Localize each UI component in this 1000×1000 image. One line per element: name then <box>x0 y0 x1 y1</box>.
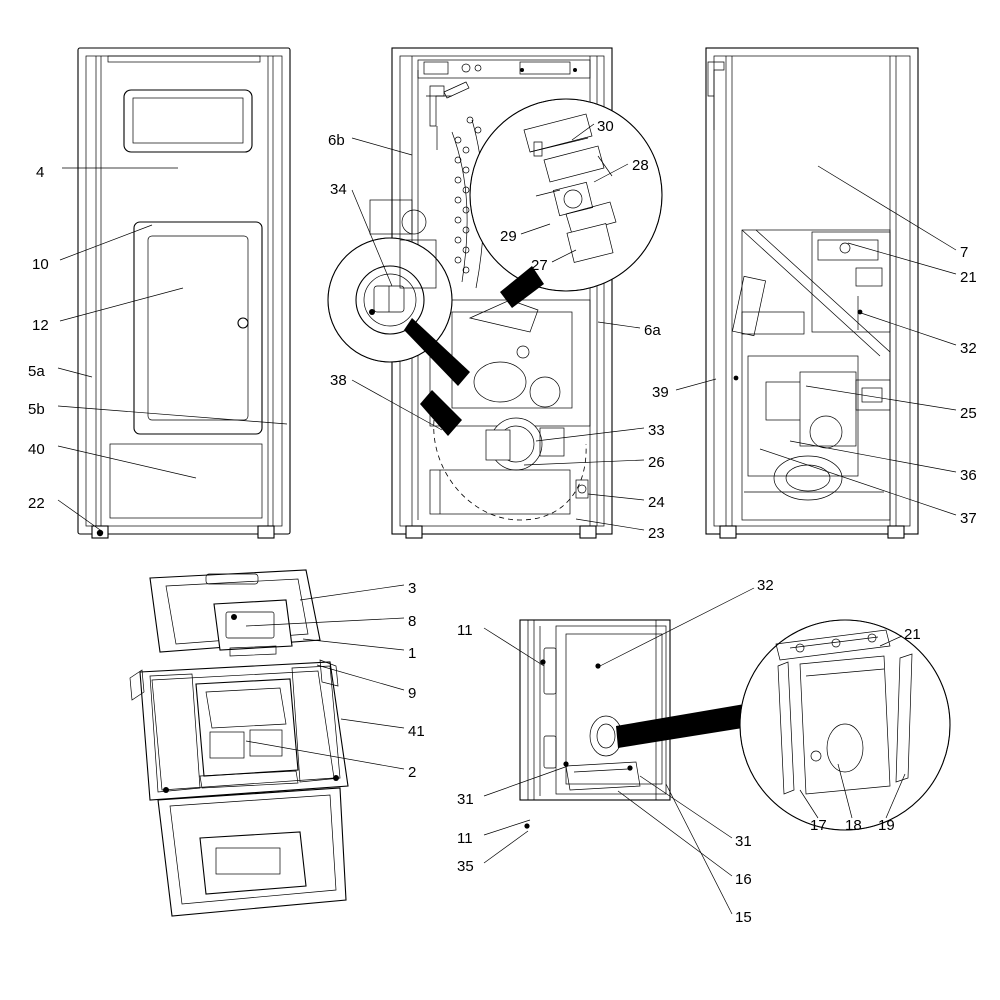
callout-31-left: 31 <box>457 791 474 808</box>
callout-23: 23 <box>648 525 665 542</box>
callout-6b: 6b <box>328 132 345 149</box>
callout-33: 33 <box>648 422 665 439</box>
callout-39: 39 <box>652 384 669 401</box>
front-view-art <box>78 48 290 538</box>
callout-29: 29 <box>500 228 517 245</box>
callout-21: 21 <box>960 269 977 286</box>
callout-8: 8 <box>408 613 417 630</box>
callout-38: 38 <box>330 372 347 389</box>
callout-11-upper: 11 <box>457 622 473 639</box>
callout-22: 22 <box>28 495 45 512</box>
callout-35: 35 <box>457 858 474 875</box>
callout-11-lower: 11 <box>457 830 473 847</box>
callout-15: 15 <box>735 909 752 926</box>
callout-24: 24 <box>648 494 665 511</box>
callout-30: 30 <box>597 118 614 135</box>
callout-27: 27 <box>531 257 548 274</box>
callout-16: 16 <box>735 871 752 888</box>
callout-32-detail: 32 <box>757 577 774 594</box>
callout-7: 7 <box>960 244 969 261</box>
callout-10: 10 <box>32 256 49 273</box>
callout-28: 28 <box>632 157 649 174</box>
callout-41: 41 <box>408 723 425 740</box>
callout-40: 40 <box>28 441 45 458</box>
callout-37: 37 <box>960 510 977 527</box>
callout-3: 3 <box>408 580 417 597</box>
callout-1: 1 <box>408 645 417 662</box>
callout-25: 25 <box>960 405 977 422</box>
callout-2: 2 <box>408 764 417 781</box>
callout-34: 34 <box>330 181 347 198</box>
callout-9: 9 <box>408 685 417 702</box>
side-internal-view-art <box>706 48 918 538</box>
callout-12: 12 <box>32 317 49 334</box>
callout-26: 26 <box>648 454 665 471</box>
callout-6a: 6a <box>644 322 661 339</box>
callout-17: 17 <box>810 817 827 834</box>
callout-36: 36 <box>960 467 977 484</box>
callout-4: 4 <box>36 164 45 181</box>
callout-21-detail: 21 <box>904 626 921 643</box>
top-open-view-art <box>130 570 348 916</box>
callout-19: 19 <box>878 817 895 834</box>
callout-18: 18 <box>845 817 862 834</box>
callout-31-right: 31 <box>735 833 752 850</box>
callout-5b: 5b <box>28 401 45 418</box>
door-detail-view-art <box>520 620 950 830</box>
callout-32: 32 <box>960 340 977 357</box>
callout-5a: 5a <box>28 363 45 380</box>
